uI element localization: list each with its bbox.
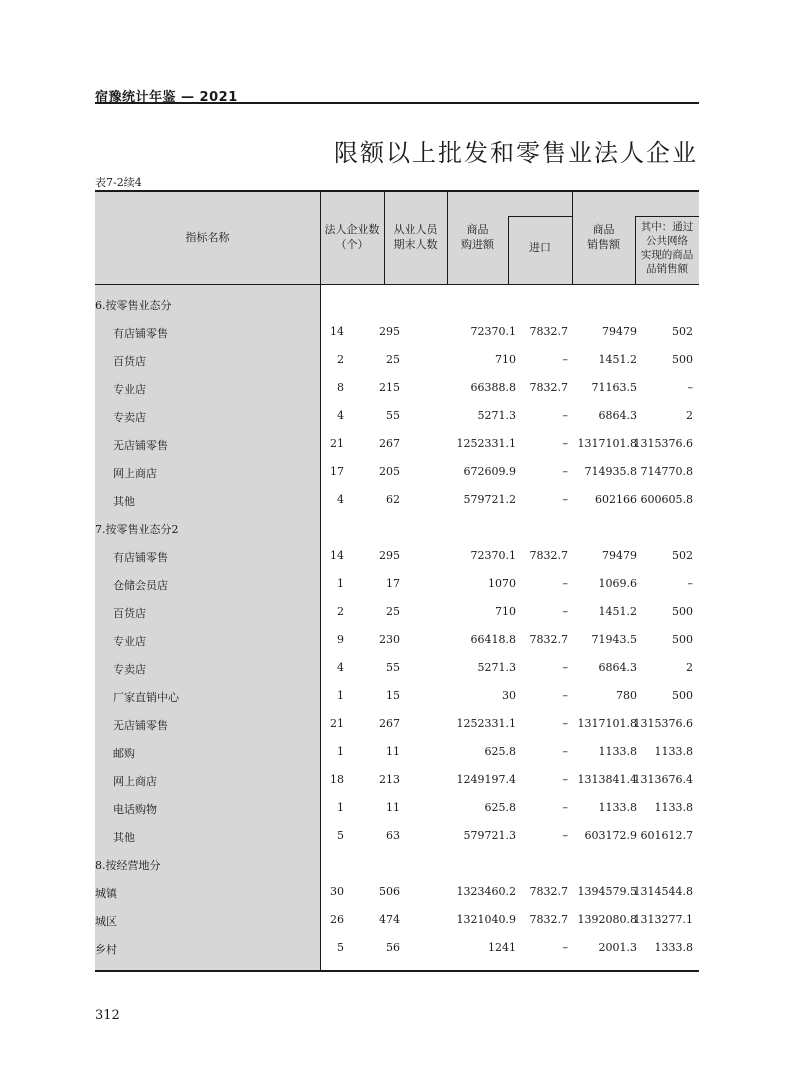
table-cell: 25 — [386, 353, 400, 366]
table-cell: 267 — [379, 437, 400, 450]
row-label: 6.按零售业态分 — [95, 299, 172, 312]
table-cell: – — [562, 437, 568, 450]
table-cell: 205 — [379, 465, 400, 478]
table-row — [95, 850, 699, 878]
table-cell: 714770.8 — [640, 465, 693, 478]
row-label: 专卖店 — [113, 663, 146, 676]
page-number: 312 — [95, 1008, 120, 1023]
table-cell: 1333.8 — [654, 941, 693, 954]
table-cell: – — [687, 381, 693, 394]
table-cell: 500 — [672, 633, 693, 646]
row-label: 乡村 — [95, 943, 117, 956]
table-cell: 63 — [386, 829, 400, 842]
table-cell: – — [562, 745, 568, 758]
table-row — [95, 878, 699, 906]
table-cell: – — [562, 577, 568, 590]
table-bottom-rule — [95, 970, 699, 972]
table-cell: 1394579.5 — [577, 885, 637, 898]
table-cell: 1133.8 — [654, 801, 693, 814]
row-label: 专业店 — [113, 635, 146, 648]
table-cell: 1 — [337, 745, 344, 758]
table-cell: 72370.1 — [470, 549, 516, 562]
table-cell: 500 — [672, 353, 693, 366]
table-cell: 21 — [330, 437, 344, 450]
table-row — [95, 542, 699, 570]
table-cell: 215 — [379, 381, 400, 394]
table-row — [95, 346, 699, 374]
row-label: 城区 — [95, 915, 117, 928]
table-header — [95, 192, 699, 285]
table-cell: 30 — [502, 689, 516, 702]
table-row — [95, 822, 699, 850]
table-row — [95, 906, 699, 934]
table-cell: 600605.8 — [640, 493, 693, 506]
table-cell: 601612.7 — [640, 829, 693, 842]
table-cell: 8 — [337, 381, 344, 394]
table-cell: 1313277.1 — [633, 913, 693, 926]
table-cell: 1315376.6 — [633, 717, 693, 730]
header-enterprises: 法人企业数 （个） — [324, 223, 380, 251]
table-cell: 55 — [386, 661, 400, 674]
table-row — [95, 766, 699, 794]
table-cell: 1 — [337, 577, 344, 590]
table-cell: 1241 — [488, 941, 516, 954]
table-cell: 506 — [379, 885, 400, 898]
table-cell: 7832.7 — [529, 325, 568, 338]
table-cell: – — [562, 493, 568, 506]
table-cell: 213 — [379, 773, 400, 786]
table-cell: 1323460.2 — [456, 885, 516, 898]
table-cell: 2 — [337, 605, 344, 618]
table-number: 表7-2续4 — [95, 176, 142, 189]
table-row — [95, 738, 699, 766]
table-cell: 579721.2 — [463, 493, 516, 506]
table-cell: 5271.3 — [477, 409, 516, 422]
table-cell: 66418.8 — [470, 633, 516, 646]
table-cell: 79479 — [602, 325, 637, 338]
table-cell: 56 — [386, 941, 400, 954]
table-cell: 11 — [386, 801, 400, 814]
running-head: 宿豫统计年鉴 — 2021 — [95, 90, 238, 105]
row-label: 仓储会员店 — [113, 579, 168, 592]
table-cell: 71163.5 — [591, 381, 637, 394]
table-cell: – — [562, 353, 568, 366]
table-cell: 25 — [386, 605, 400, 618]
table-cell: 11 — [386, 745, 400, 758]
table-cell: 21 — [330, 717, 344, 730]
table-cell: 267 — [379, 717, 400, 730]
table-cell: 1 — [337, 689, 344, 702]
table-cell: 1133.8 — [598, 801, 637, 814]
table-cell: – — [562, 465, 568, 478]
table-cell: 602166 — [595, 493, 637, 506]
table-cell: 26 — [330, 913, 344, 926]
table-cell: 5271.3 — [477, 661, 516, 674]
row-label: 网上商店 — [113, 467, 157, 480]
header-import: 进口 — [529, 241, 551, 254]
header-name: 指标名称 — [185, 231, 230, 244]
table-cell: 1313841.4 — [577, 773, 637, 786]
table-cell: – — [562, 689, 568, 702]
row-label: 无店铺零售 — [113, 439, 168, 452]
header-online-sales: 其中：通过 公共网络 实现的商品 品销售额 — [640, 221, 694, 275]
row-label: 网上商店 — [113, 775, 157, 788]
table-cell: 230 — [379, 633, 400, 646]
table-cell: 6864.3 — [598, 661, 637, 674]
table-cell: 5 — [337, 829, 344, 842]
table-cell: 295 — [379, 325, 400, 338]
table-row — [95, 486, 699, 514]
table-cell: 5 — [337, 941, 344, 954]
row-label: 电话购物 — [113, 803, 157, 816]
table-row — [95, 710, 699, 738]
header-purchase: 商品 购进额 — [461, 223, 494, 251]
table-row — [95, 318, 699, 346]
table-cell: 7832.7 — [529, 549, 568, 562]
table-cell: 625.8 — [484, 745, 516, 758]
table-cell: 71943.5 — [591, 633, 637, 646]
table-cell: – — [562, 605, 568, 618]
table-cell: 4 — [337, 661, 344, 674]
table-cell: 295 — [379, 549, 400, 562]
table-cell: 62 — [386, 493, 400, 506]
table-cell: 7832.7 — [529, 913, 568, 926]
table-cell: 1252331.1 — [456, 717, 516, 730]
table-row — [95, 290, 699, 318]
table-cell: 710 — [495, 605, 516, 618]
row-label: 其他 — [113, 495, 135, 508]
table-cell: 1133.8 — [598, 745, 637, 758]
table-cell: 1451.2 — [598, 353, 637, 366]
table-row — [95, 626, 699, 654]
table-row — [95, 934, 699, 962]
table-cell: – — [562, 717, 568, 730]
table-cell: 55 — [386, 409, 400, 422]
table-row — [95, 430, 699, 458]
table-cell: 2 — [686, 661, 693, 674]
table-cell: 30 — [330, 885, 344, 898]
table-cell: 9 — [337, 633, 344, 646]
table-cell: 79479 — [602, 549, 637, 562]
table-cell: 603172.9 — [584, 829, 637, 842]
row-label: 百货店 — [113, 355, 146, 368]
table-cell: 2 — [686, 409, 693, 422]
table-row — [95, 402, 699, 430]
table-cell: 502 — [672, 549, 693, 562]
table-cell: – — [687, 577, 693, 590]
header-sales: 商品 销售额 — [587, 223, 620, 251]
table-cell: 714935.8 — [584, 465, 637, 478]
table-cell: 1315376.6 — [633, 437, 693, 450]
table-cell: – — [562, 941, 568, 954]
table-cell: 1069.6 — [598, 577, 637, 590]
table-cell: – — [562, 409, 568, 422]
table-cell: – — [562, 661, 568, 674]
row-label: 百货店 — [113, 607, 146, 620]
table-cell: 1317101.8 — [577, 437, 637, 450]
table-cell: 7832.7 — [529, 885, 568, 898]
row-label: 7.按零售业态分2 — [95, 523, 179, 536]
row-label: 有店铺零售 — [113, 327, 168, 340]
table-cell: 14 — [330, 549, 344, 562]
table-cell: 710 — [495, 353, 516, 366]
table-cell: 1392080.8 — [577, 913, 637, 926]
table-cell: 7832.7 — [529, 381, 568, 394]
table-cell: 7832.7 — [529, 633, 568, 646]
table-cell: 4 — [337, 409, 344, 422]
row-label: 其他 — [113, 831, 135, 844]
table-cell: 4 — [337, 493, 344, 506]
row-label: 8.按经营地分 — [95, 859, 161, 872]
table-cell: 1451.2 — [598, 605, 637, 618]
table-cell: 672609.9 — [463, 465, 516, 478]
row-label: 无店铺零售 — [113, 719, 168, 732]
page-title: 限额以上批发和零售业法人企业 — [334, 139, 698, 167]
table-cell: – — [562, 801, 568, 814]
table-cell: 6864.3 — [598, 409, 637, 422]
row-label: 邮购 — [113, 747, 135, 760]
table-cell: 2001.3 — [598, 941, 637, 954]
table-cell: 18 — [330, 773, 344, 786]
table-cell: 17 — [330, 465, 344, 478]
table-cell: – — [562, 829, 568, 842]
row-label: 城镇 — [95, 887, 117, 900]
table-cell: 14 — [330, 325, 344, 338]
table-cell: 1314544.8 — [633, 885, 693, 898]
row-label: 有店铺零售 — [113, 551, 168, 564]
table-cell: 780 — [616, 689, 637, 702]
table-cell: 1321040.9 — [456, 913, 516, 926]
table-cell: 474 — [379, 913, 400, 926]
header-rule — [95, 102, 699, 104]
table-body — [95, 290, 699, 962]
table-cell: 1133.8 — [654, 745, 693, 758]
table-cell: – — [562, 773, 568, 786]
table-row — [95, 374, 699, 402]
row-label: 专卖店 — [113, 411, 146, 424]
table-cell: 66388.8 — [470, 381, 516, 394]
table-row — [95, 682, 699, 710]
table-cell: 1070 — [488, 577, 516, 590]
table-cell: 72370.1 — [470, 325, 516, 338]
table-cell: 500 — [672, 605, 693, 618]
table-row — [95, 570, 699, 598]
table-cell: 1 — [337, 801, 344, 814]
table-cell: 1252331.1 — [456, 437, 516, 450]
table-cell: 500 — [672, 689, 693, 702]
row-label: 厂家直销中心 — [113, 691, 179, 704]
table-cell: 625.8 — [484, 801, 516, 814]
table-cell: 17 — [386, 577, 400, 590]
table-row — [95, 794, 699, 822]
row-label: 专业店 — [113, 383, 146, 396]
table-row — [95, 514, 699, 542]
table-cell: 2 — [337, 353, 344, 366]
table-cell: 1317101.8 — [577, 717, 637, 730]
table-cell: 502 — [672, 325, 693, 338]
table-row — [95, 458, 699, 486]
table-row — [95, 598, 699, 626]
table-cell: 579721.3 — [463, 829, 516, 842]
table-row — [95, 654, 699, 682]
header-employees: 从业人员 期末人数 — [393, 223, 438, 251]
table-cell: 15 — [386, 689, 400, 702]
table-cell: 1249197.4 — [456, 773, 516, 786]
table-cell: 1313676.4 — [633, 773, 693, 786]
